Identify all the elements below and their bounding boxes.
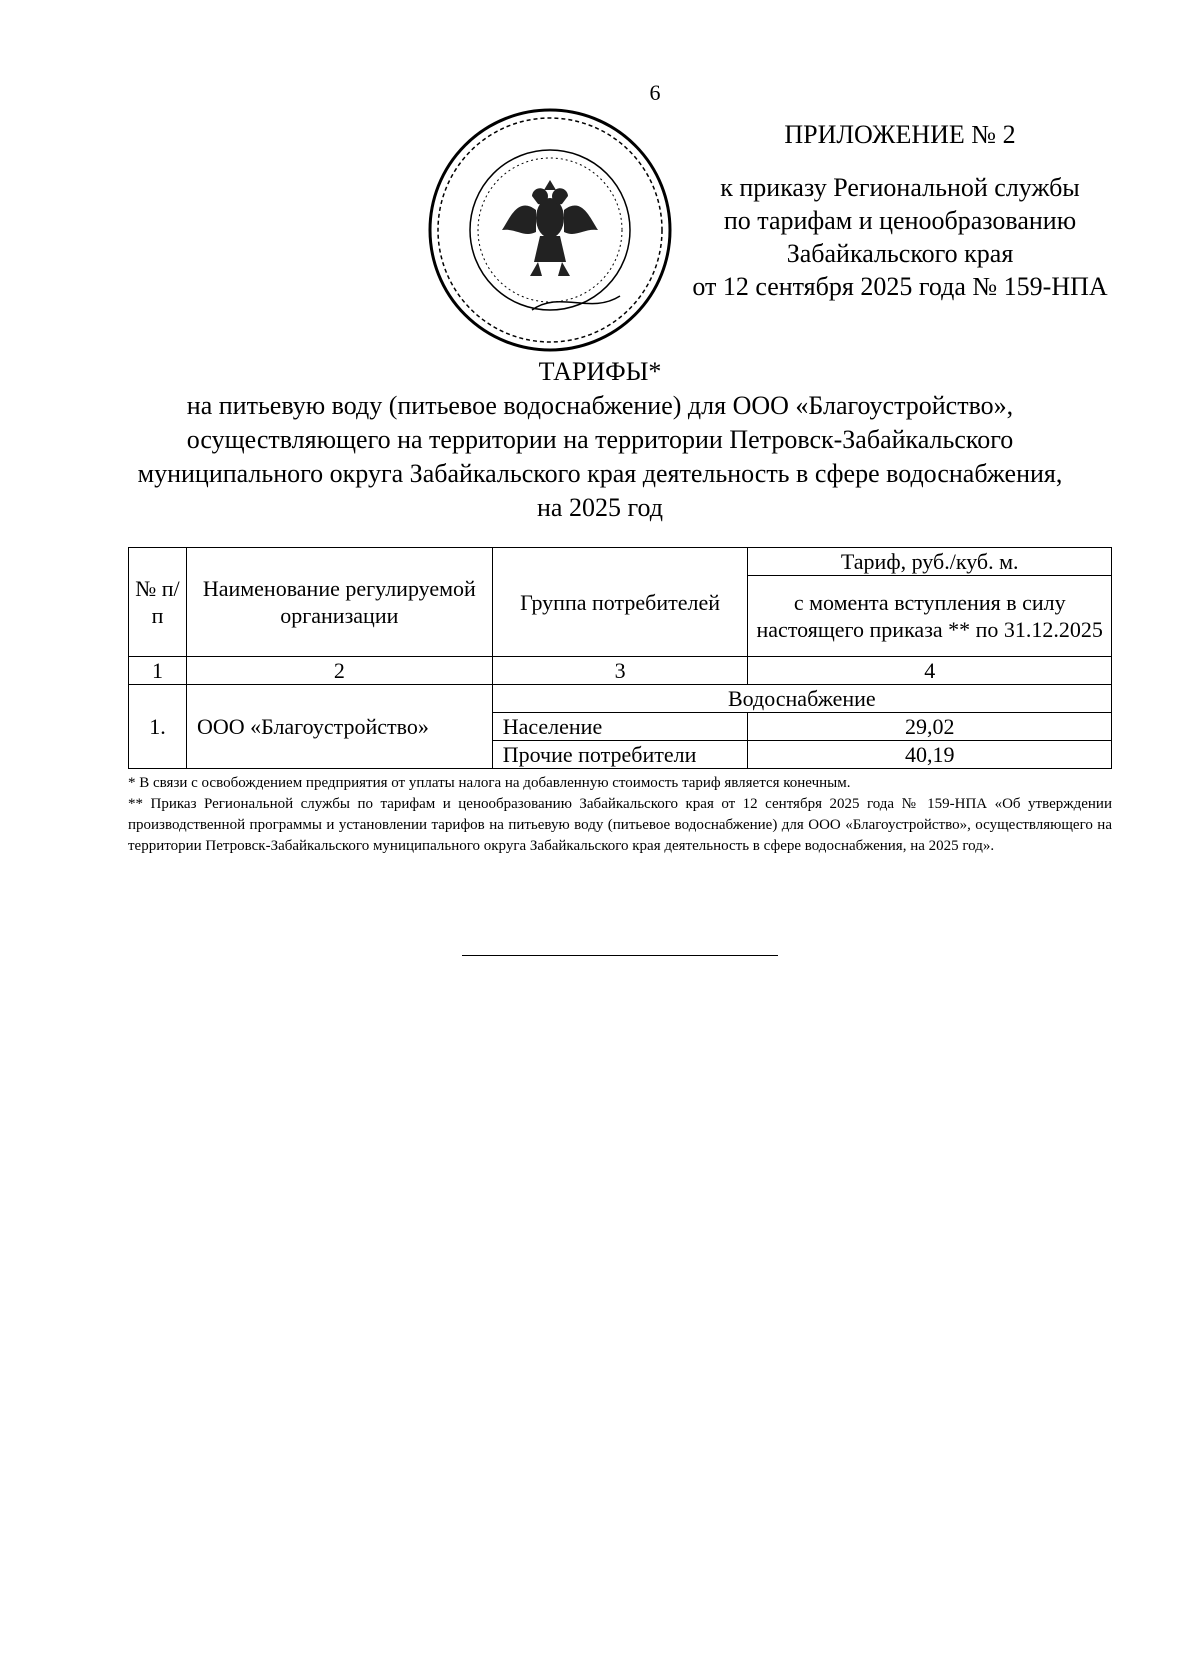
appendix-header	[680, 118, 1120, 303]
table-header-row	[129, 548, 1112, 576]
appendix-line-3: Забайкальского края	[786, 239, 1014, 268]
header-consumer-group: Группа потребителей	[492, 548, 748, 657]
column-number: 3	[492, 657, 748, 685]
consumer-group-name: Прочие потребители	[492, 741, 748, 769]
page-number: 6	[649, 80, 661, 105]
double-headed-eagle-emblem	[502, 180, 598, 276]
header-number: № п/п	[129, 548, 187, 657]
tariff-value: 29,02	[748, 713, 1112, 741]
appendix-title: ПРИЛОЖЕНИЕ № 2	[784, 120, 1016, 149]
tariff-table	[128, 547, 1112, 769]
document-subtitle-line-3: муниципального округа Забайкальского края деятельность в сфере водоснабжения,	[137, 459, 1063, 488]
tariff-value: 40,19	[748, 741, 1112, 769]
document-title: ТАРИФЫ*	[538, 357, 662, 386]
row-section-label: Водоснабжение	[492, 685, 1111, 713]
appendix-line-2: по тарифам и ценообразованию	[723, 206, 1077, 235]
signature-scribble	[532, 296, 620, 310]
consumer-group-name: Население	[492, 713, 748, 741]
footnote-2: ** Приказ Региональной службы по тарифам и ценообразованию Забайкальского края от 12 сентября 2025 года № 159-НПА «Об утверждении производственной программы и установлении тарифов на питьевую воду (питьевое водоснабжение) для ООО «Благоустройство», осуществляющего на территории Петровск-Забайкальского муниципального округа Забайкальского края деятельность в сфере водоснабжения, на 2025 год».	[128, 796, 1112, 854]
document-subtitle-line-2: осуществляющего на территории на территории Петровск-Забайкальского	[186, 425, 1014, 454]
document-subtitle-line-1: на питьевую воду (питьевое водоснабжение) для ООО «Благоустройство»,	[186, 391, 1014, 420]
table-row	[129, 685, 1112, 713]
column-number: 4	[748, 657, 1112, 685]
document-subtitle-line-4: на 2025 год	[537, 493, 663, 522]
footnote-1: * В связи с освобождением предприятия от уплаты налога на добавленную стоимость тариф является конечным.	[128, 775, 851, 791]
footnotes	[128, 773, 1112, 857]
header-period: с момента вступления в силу настоящего приказа ** по 31.12.2025	[748, 576, 1112, 657]
header-tariff: Тариф, руб./куб. м.	[748, 548, 1112, 576]
row-number: 1.	[129, 685, 187, 769]
document-heading	[100, 355, 1100, 525]
appendix-line-4: от 12 сентября 2025 года № 159-НПА	[692, 272, 1108, 301]
table-column-numbers-row	[129, 657, 1112, 685]
column-number: 1	[129, 657, 187, 685]
column-number: 2	[186, 657, 492, 685]
appendix-line-1: к приказу Региональной службы	[720, 173, 1080, 202]
end-divider-line	[462, 955, 778, 956]
row-organization: ООО «Благоустройство»	[186, 685, 492, 769]
header-organization: Наименование регулируемой организации	[186, 548, 492, 657]
official-seal-stamp	[420, 100, 680, 360]
